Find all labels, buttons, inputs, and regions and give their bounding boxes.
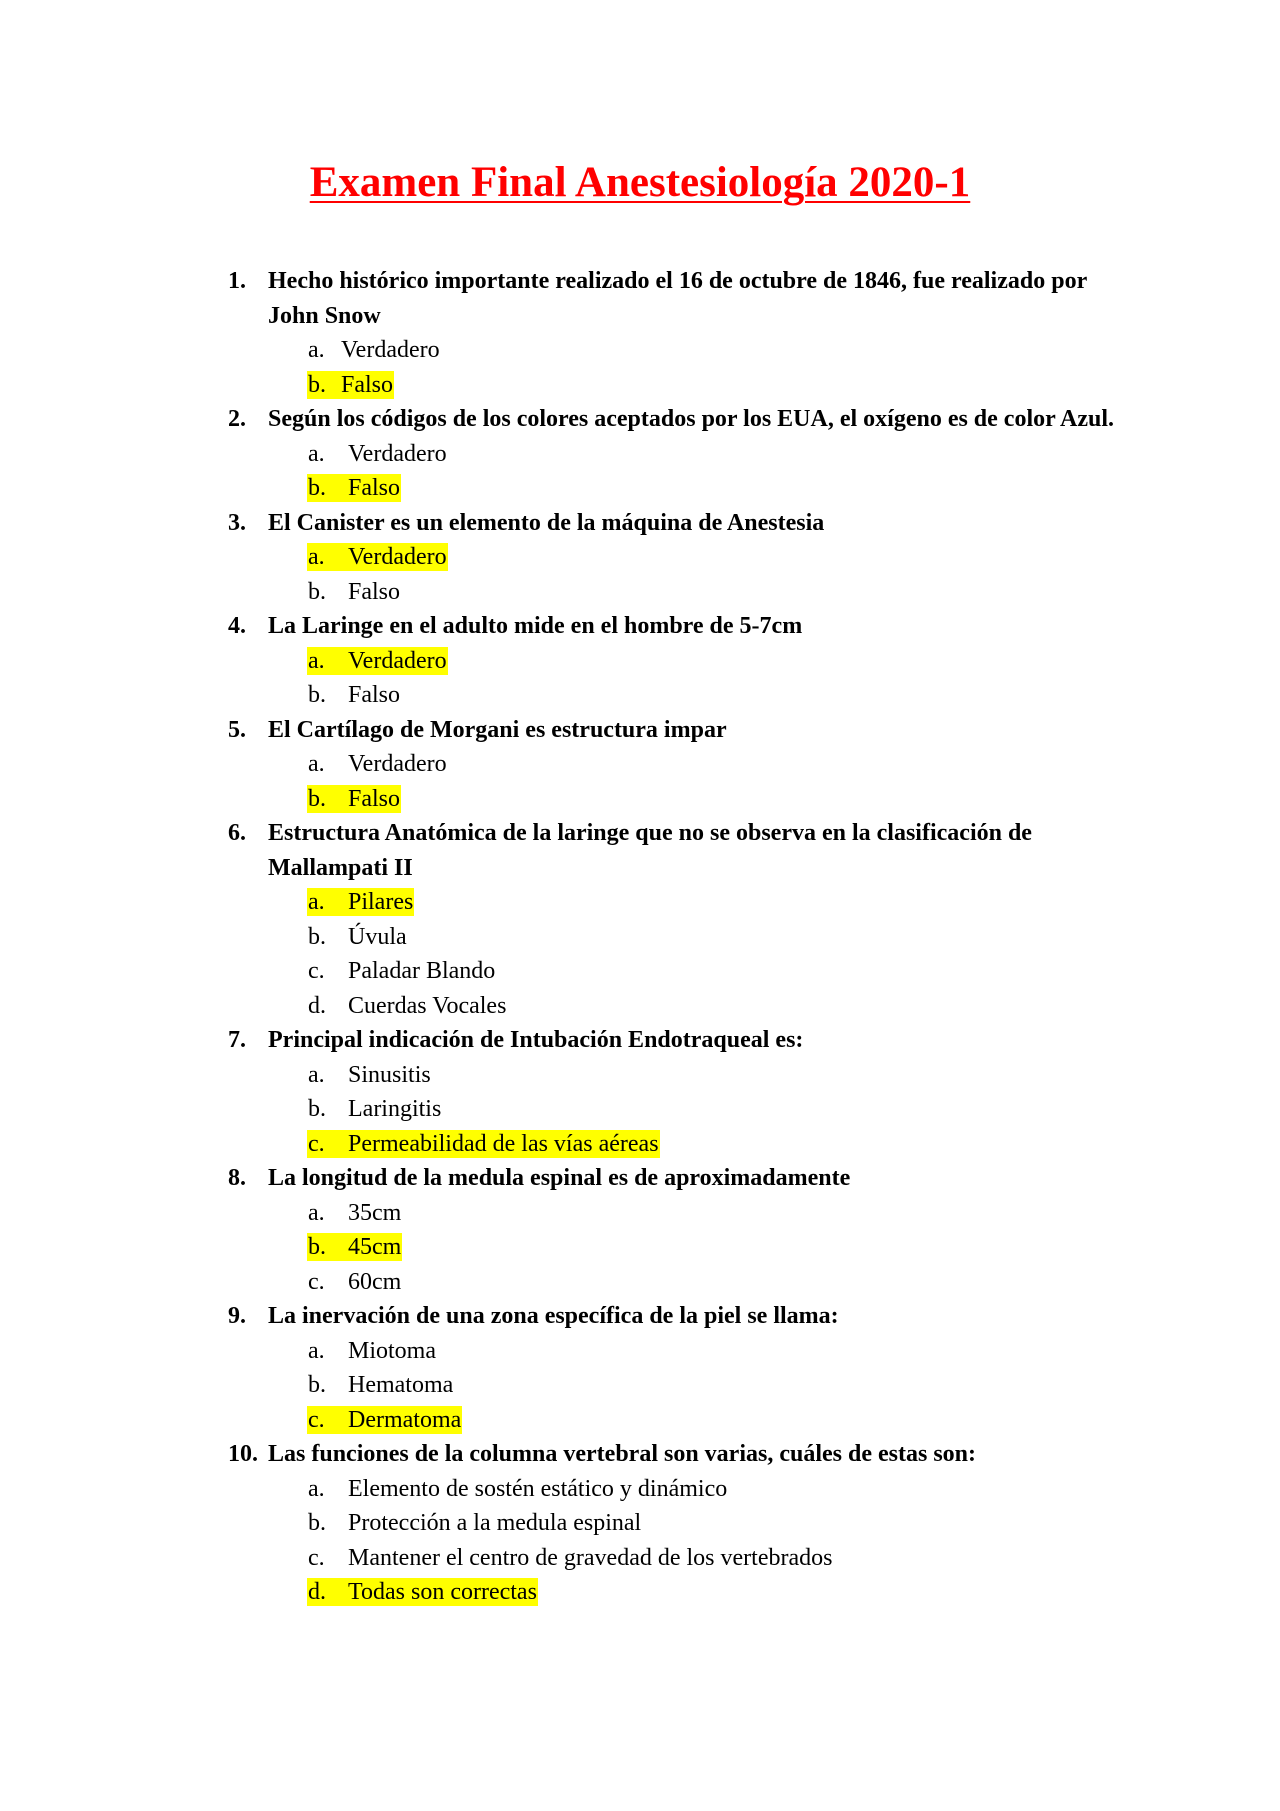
option-letter: a.: [308, 751, 325, 777]
option-text: Verdadero: [348, 647, 447, 674]
answer-option-content: [307, 1544, 833, 1572]
correct-answer-highlight: [307, 785, 401, 813]
answer-option: [228, 368, 1128, 403]
answer-options: [228, 1058, 1128, 1162]
option-text: Miotoma: [348, 1337, 436, 1364]
question-heading: [228, 402, 1128, 437]
question-text: El Canister es un elemento de la máquina de Anestesia: [268, 509, 825, 536]
question-heading: [228, 1161, 1128, 1196]
option-text: Protección a la medula espinal: [348, 1510, 642, 1536]
answer-option-content: [307, 681, 401, 709]
option-text: Verdadero: [341, 337, 440, 363]
option-letter: b.: [308, 1372, 326, 1398]
option-text: Falso: [348, 578, 401, 605]
question-number: 5.: [228, 716, 246, 743]
question-number: 10.: [228, 1441, 258, 1467]
answer-option-content: [307, 992, 507, 1020]
answer-option: [228, 1334, 1128, 1369]
question-text: La Laringe en el adulto mide en el hombre de 5-7cm: [268, 613, 803, 639]
question-text: La longitud de la medula espinal es de aproximadamente: [268, 1165, 851, 1191]
question-item: [228, 1161, 1128, 1299]
question-heading: [228, 1023, 1128, 1058]
answer-option: [228, 333, 1128, 368]
option-text: Paladar Blando: [348, 958, 496, 984]
question-heading: [228, 816, 1128, 885]
option-text: Elemento de sostén estático y dinámico: [348, 1475, 728, 1502]
answer-options: [228, 540, 1128, 609]
option-letter: a.: [308, 1199, 325, 1226]
answer-option-content: [307, 336, 441, 364]
option-text: Falso: [348, 475, 401, 501]
option-letter: b.: [308, 1096, 326, 1122]
option-text: Falso: [348, 785, 401, 812]
option-letter: d.: [308, 1579, 326, 1605]
option-text: Falso: [341, 371, 394, 398]
answer-option: [228, 1230, 1128, 1265]
answer-option-content: [307, 1371, 454, 1399]
option-text: 45cm: [348, 1234, 402, 1260]
answer-option: [228, 782, 1128, 817]
question-heading: [228, 713, 1128, 748]
option-letter: c.: [308, 1544, 325, 1571]
answer-option: [228, 1092, 1128, 1127]
answer-option-content: [307, 957, 496, 985]
option-letter: b.: [308, 682, 326, 708]
option-text: Verdadero: [348, 440, 447, 467]
option-letter: c.: [308, 1268, 325, 1295]
question-heading: [228, 609, 1128, 644]
question-item: [228, 264, 1128, 402]
option-text: Laringitis: [348, 1096, 442, 1122]
correct-answer-highlight: [307, 1406, 462, 1434]
correct-answer-highlight: [307, 647, 448, 675]
answer-option: [228, 1127, 1128, 1162]
answer-option-content: [307, 1268, 402, 1296]
answer-option: [228, 885, 1128, 920]
option-letter: a.: [308, 1475, 325, 1502]
question-text: La inervación de una zona específica de la piel se llama:: [268, 1303, 839, 1329]
option-text: Úvula: [348, 923, 407, 950]
option-text: Hematoma: [348, 1372, 454, 1398]
answer-option-content: [307, 578, 401, 606]
question-item: [228, 402, 1128, 506]
option-letter: a.: [308, 1337, 325, 1364]
question-number: 6.: [228, 820, 246, 846]
option-letter: a.: [308, 647, 325, 674]
question-number: 8.: [228, 1165, 246, 1191]
question-item: [228, 1299, 1128, 1437]
answer-option: [228, 1541, 1128, 1576]
answer-option-content: [307, 750, 448, 778]
option-letter: b.: [308, 923, 326, 950]
answer-option: [228, 954, 1128, 989]
answer-option: [228, 1506, 1128, 1541]
option-text: Mantener el centro de gravedad de los vertebrados: [348, 1544, 833, 1571]
answer-option: [228, 678, 1128, 713]
correct-answer-highlight: [307, 1130, 660, 1158]
option-text: Falso: [348, 682, 401, 708]
answer-options: [228, 1472, 1128, 1610]
question-text: Principal indicación de Intubación Endotraqueal es:: [268, 1027, 804, 1053]
answer-options: [228, 747, 1128, 816]
question-item: [228, 1023, 1128, 1161]
option-text: Verdadero: [348, 544, 447, 570]
answer-option: [228, 1403, 1128, 1438]
option-letter: b.: [308, 475, 326, 501]
answer-option: [228, 540, 1128, 575]
option-letter: b.: [308, 1510, 326, 1536]
option-letter: a.: [308, 1061, 325, 1088]
option-text: Cuerdas Vocales: [348, 992, 507, 1019]
question-item: [228, 713, 1128, 817]
answer-option-content: [307, 440, 448, 468]
option-text: 35cm: [348, 1199, 402, 1226]
question-text: Las funciones de la columna vertebral son varias, cuáles de estas son:: [268, 1441, 976, 1467]
option-text: Sinusitis: [348, 1061, 431, 1088]
answer-option-content: [307, 1475, 728, 1503]
option-text: Pilares: [348, 889, 414, 915]
correct-answer-highlight: [307, 371, 394, 399]
answer-option-content: [307, 1337, 437, 1365]
question-number: 3.: [228, 509, 246, 536]
answer-option: [228, 644, 1128, 679]
correct-answer-highlight: [307, 888, 414, 916]
answer-option: [228, 1196, 1128, 1231]
option-letter: c.: [308, 1406, 325, 1433]
answer-option: [228, 437, 1128, 472]
correct-answer-highlight: [307, 1578, 538, 1606]
option-text: Todas son correctas: [348, 1579, 537, 1605]
answer-option-content: [307, 1095, 442, 1123]
question-item: [228, 1437, 1128, 1610]
answer-option: [228, 1472, 1128, 1507]
answer-options: [228, 1334, 1128, 1438]
question-number: 7.: [228, 1027, 246, 1053]
question-number: 1.: [228, 268, 246, 294]
answer-options: [228, 1196, 1128, 1300]
question-item: [228, 816, 1128, 1023]
answer-option: [228, 471, 1128, 506]
option-letter: d.: [308, 992, 326, 1019]
answer-option: [228, 575, 1128, 610]
answer-option-content: [307, 1509, 642, 1537]
option-letter: b.: [308, 1234, 326, 1260]
question-number: 2.: [228, 406, 246, 432]
question-text: El Cartílago de Morgani es estructura impar: [268, 716, 727, 743]
answer-option: [228, 1058, 1128, 1093]
option-text: Dermatoma: [348, 1406, 462, 1433]
answer-options: [228, 644, 1128, 713]
page-title-text: Examen Final Anestesiología 2020-1: [309, 159, 971, 206]
question-number: 4.: [228, 613, 246, 639]
option-text: 60cm: [348, 1268, 402, 1295]
answer-option: [228, 1575, 1128, 1610]
option-letter: c.: [308, 958, 325, 984]
question-item: [228, 609, 1128, 713]
page-title: [0, 156, 1280, 210]
correct-answer-highlight: [307, 1233, 402, 1261]
option-letter: a.: [308, 337, 325, 363]
answer-options: [228, 333, 1128, 402]
question-number: 9.: [228, 1303, 246, 1329]
answer-option: [228, 989, 1128, 1024]
correct-answer-highlight: [307, 543, 448, 571]
answer-option: [228, 1265, 1128, 1300]
answer-option: [228, 747, 1128, 782]
answer-option-content: [307, 1061, 432, 1089]
question-item: [228, 506, 1128, 610]
option-text: Permeabilidad de las vías aéreas: [348, 1130, 659, 1157]
question-list: [228, 264, 1128, 1610]
question-text: Hecho histórico importante realizado el 16 de octubre de 1846, fue realizado por John Snow: [268, 268, 1087, 329]
option-letter: b.: [308, 578, 326, 605]
option-letter: a.: [308, 889, 325, 915]
option-letter: a.: [308, 544, 325, 570]
option-letter: c.: [308, 1130, 325, 1157]
question-heading: [228, 264, 1128, 333]
question-text: Estructura Anatómica de la laringe que no se observa en la clasificación de Mallampati II: [268, 820, 1032, 881]
answer-option-content: [307, 1199, 402, 1227]
question-text: Según los códigos de los colores aceptados por los EUA, el oxígeno es de color Azul.: [268, 406, 1115, 432]
question-heading: [228, 1437, 1128, 1472]
correct-answer-highlight: [307, 474, 401, 502]
answer-option: [228, 920, 1128, 955]
answer-options: [228, 437, 1128, 506]
option-text: Verdadero: [348, 751, 447, 777]
option-letter: a.: [308, 440, 325, 467]
answer-option-content: [307, 923, 408, 951]
option-letter: b.: [308, 371, 326, 398]
question-heading: [228, 506, 1128, 541]
answer-option: [228, 1368, 1128, 1403]
question-heading: [228, 1299, 1128, 1334]
answer-options: [228, 885, 1128, 1023]
option-letter: b.: [308, 785, 326, 812]
